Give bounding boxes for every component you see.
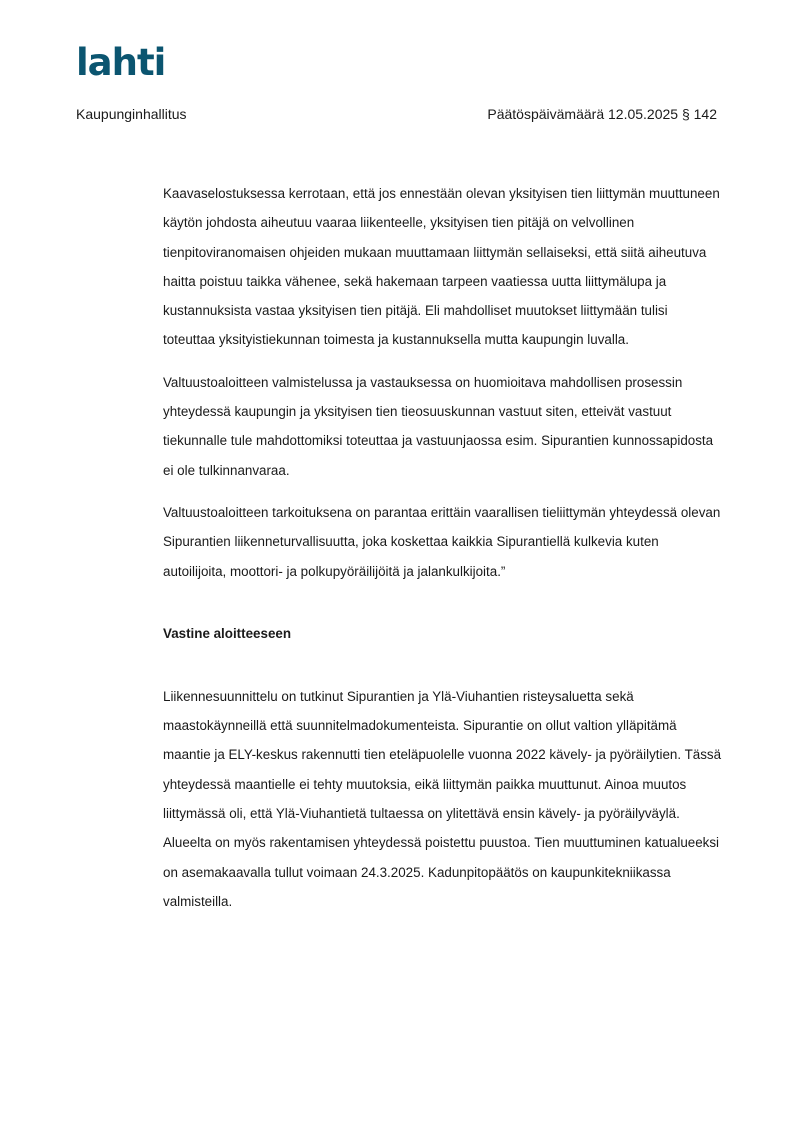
lahti-logo: lahti [76, 41, 166, 84]
document-body [163, 179, 723, 929]
section-heading: Vastine aloitteeseen [163, 625, 292, 641]
response-paragraph: Liikennesuunnittelu on tutkinut Sipurantien ja Ylä-Viuhantien risteysaluetta sekä maastokäynneillä että suunnitelmadokumenteista. Sipurantie on ollut valtion ylläpitämä maantie ja ELY-keskus rakennutti tien eteläpuolelle vuonna 2022 kävely- ja pyöräilytien. Tässä yhteydessä maantielle ei tehty muutoksia, eikä liittymän paikka muuttunut. Ainoa muutos liittymässä oli, että Ylä-Viuhantietä tultaessa on ylitettävä ensin kävely- ja pyöräilyväylä. Alueelta on myös rakentamisen yhteydessä poistettu puustoa. Tien muuttuminen katualueeksi on asemakaavalla tullut voimaan 24.3.2025. Kadunpitopäätös on kaupunkitekniikassa valmisteilla. [163, 688, 722, 909]
paragraph-1: Kaavaselostuksessa kerrotaan, että jos ennestään olevan yksityisen tien liittymän muuttuneen käytön johdosta aiheutuu vaaraa liikenteelle, yksityisen tien pitäjä on velvollinen tienpitoviranomaisen ohjeiden mukaan muuttamaan liittymän sellaiseksi, että siitä aiheutuva haitta poistuu taikka vähenee, sekä hakemaan tarpeen vaatiessa uutta liittymälupa ja kustannuksista vastaa yksityisen tien pitäjä. Eli mahdolliset muutokset liittymään tulisi toteuttaa yksityistiekunnan toimesta ja kustannuksella mutta kaupungin luvalla. [163, 186, 720, 348]
paragraph-3: Valtuustoaloitteen tarkoituksena on parantaa erittäin vaarallisen tieliittymän yhteydessä olevan Sipurantien liikenneturvallisuutta, joka koskettaa kaikkia Sipurantiellä kulkevia kuten autoilijoita, moottori- ja polkupyöräilijöitä ja jalankulkijoita.” [163, 504, 721, 579]
decision-date: Päätöspäivämäärä 12.05.2025 § 142 [487, 106, 717, 122]
organization-name: Kaupunginhallitus [76, 106, 187, 122]
paragraph-2: Valtuustoaloitteen valmistelussa ja vastauksessa on huomioitava mahdollisen prosessin yhteydessä kaupungin ja yksityisen tien tieosuuskunnan vastuut siten, etteivät vastuut tiekunnalle tule mahdottomiksi toteuttaa ja vastuunjaossa esim. Sipurantien kunnossapidosta ei ole tulkinnanvaraa. [163, 374, 714, 478]
